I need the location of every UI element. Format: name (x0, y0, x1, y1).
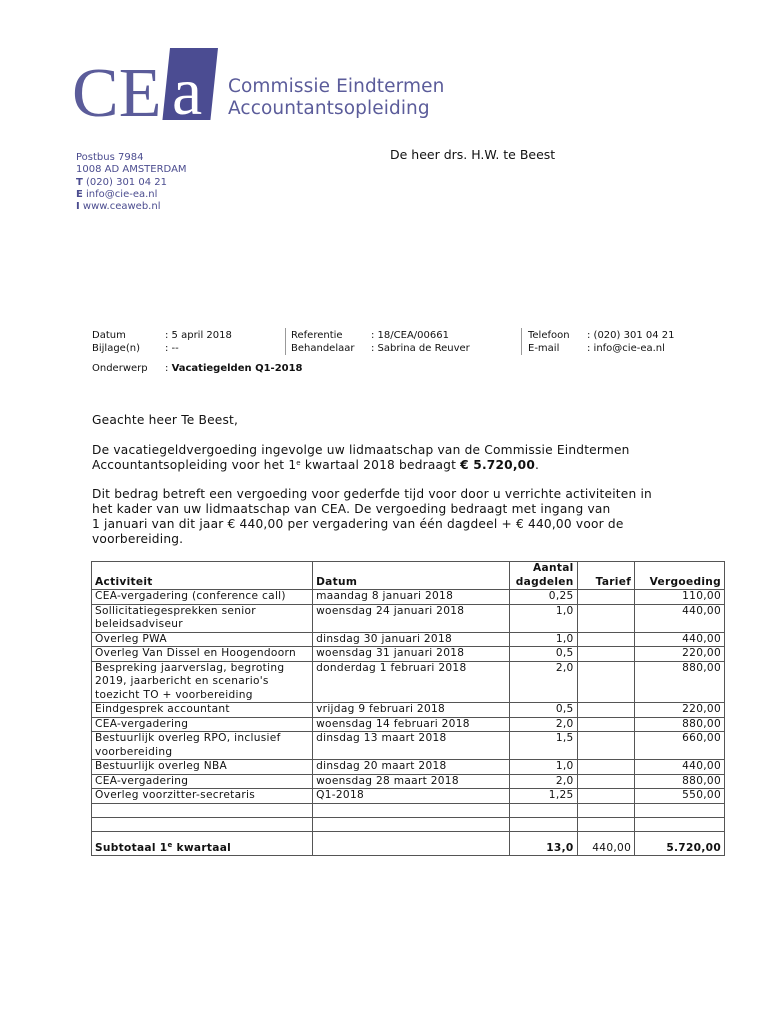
p1-text-c: kwartaal 2018 bedraagt (300, 458, 461, 472)
meta-divider-2 (521, 328, 522, 355)
p1-line-2 (92, 458, 630, 473)
onderwerp-label: Onderwerp (92, 363, 148, 374)
cell-vergoeding: 440,00 (635, 632, 725, 647)
cell-dagdelen: 2,0 (509, 774, 577, 789)
cell-datum: woensdag 14 februari 2018 (313, 717, 510, 732)
header-datum: Datum (313, 562, 510, 590)
email-meta-value[interactable]: : info@cie-ea.nl (587, 343, 665, 354)
phone-line (76, 177, 187, 189)
header-aantal (509, 562, 577, 590)
cell-tarief (577, 590, 635, 605)
datum-value: : 5 april 2018 (165, 330, 232, 341)
table-row (92, 647, 725, 662)
cell-tarief (577, 760, 635, 775)
cell-tarief (577, 632, 635, 647)
blank-cell (509, 817, 577, 831)
cell-vergoeding: 440,00 (635, 604, 725, 632)
cell-activiteit: Eindgesprek accountant (92, 703, 313, 718)
onderwerp (92, 362, 303, 375)
referentie-label: Referentie (291, 330, 343, 341)
svg-text:CE: CE (72, 55, 162, 128)
recipient: De heer drs. H.W. te Beest (390, 147, 556, 162)
cell-dagdelen: 0,25 (509, 590, 577, 605)
behandelaar-value: : Sabrina de Reuver (371, 343, 470, 354)
blank-cell (635, 803, 725, 817)
subtotal-vergoeding: 5.720,00 (635, 831, 725, 856)
bijlage-label: Bijlage(n) (92, 343, 140, 354)
cell-datum: woensdag 31 januari 2018 (313, 647, 510, 662)
p2-line-4: voorbereiding. (92, 532, 184, 546)
p2-line-2: het kader van uw lidmaatschap van CEA. De vergoeding bedraagt met ingang van (92, 502, 611, 516)
cea-logo (72, 48, 222, 128)
referentie-value: : 18/CEA/00661 (371, 330, 449, 341)
email-meta-label: E-mail (528, 343, 560, 354)
email-line (76, 189, 187, 201)
p2-line-3: 1 januari van dit jaar € 440,00 per vergadering van één dagdeel + € 440,00 voor de (92, 517, 624, 531)
telefoon-label: Telefoon (528, 330, 570, 341)
cell-vergoeding: 880,00 (635, 661, 725, 703)
onderwerp-colon: : (165, 363, 172, 374)
table-row (92, 604, 725, 632)
brand-line-2: Accountantsopleiding (228, 98, 430, 119)
table-row (92, 590, 725, 605)
cell-datum: dinsdag 13 maart 2018 (313, 732, 510, 760)
blank-cell (635, 817, 725, 831)
cea-logo-graphic (72, 48, 222, 128)
cell-datum: Q1-2018 (313, 789, 510, 804)
meta-divider-1 (285, 328, 286, 355)
blank-cell (92, 817, 313, 831)
phone-label: T (76, 176, 83, 188)
cell-vergoeding: 550,00 (635, 789, 725, 804)
bijlage-value: : -- (165, 343, 179, 354)
subtotal-row (92, 831, 725, 856)
table-header-row (92, 562, 725, 590)
cell-vergoeding: 220,00 (635, 703, 725, 718)
table-row (92, 760, 725, 775)
cell-dagdelen: 0,5 (509, 703, 577, 718)
telefoon-value: : (020) 301 04 21 (587, 330, 675, 341)
onderwerp-value: Vacatiegelden Q1-2018 (171, 363, 303, 374)
cell-vergoeding: 660,00 (635, 732, 725, 760)
cell-datum: maandag 8 januari 2018 (313, 590, 510, 605)
cell-dagdelen: 1,25 (509, 789, 577, 804)
cell-activiteit: Bestuurlijk overleg RPO, inclusief voorbereiding (92, 732, 313, 760)
cell-tarief (577, 732, 635, 760)
blank-cell (509, 803, 577, 817)
subtotal-label-sup: e (167, 840, 173, 849)
cell-activiteit: CEA-vergadering (92, 717, 313, 732)
subtotal-label-a: Subtotaal 1 (95, 841, 168, 854)
activities-table (91, 561, 725, 856)
meta-datum-block (92, 329, 232, 355)
table-row (92, 703, 725, 718)
sender-address (76, 152, 187, 213)
email-label: E (76, 188, 83, 200)
cell-datum: dinsdag 30 januari 2018 (313, 632, 510, 647)
header-tarief: Tarief (577, 562, 635, 590)
cell-dagdelen: 1,0 (509, 632, 577, 647)
table-blank-row (92, 803, 725, 817)
p1-end: . (535, 458, 540, 472)
cell-activiteit: Bespreking jaarverslag, begroting 2019, jaarbericht en scenario's toezicht TO + voorbereiding (92, 661, 313, 703)
cell-datum: dinsdag 20 maart 2018 (313, 760, 510, 775)
cell-datum: woensdag 24 januari 2018 (313, 604, 510, 632)
cell-datum: woensdag 28 maart 2018 (313, 774, 510, 789)
p1-line-1: De vacatiegeldvergoeding ingevolge uw lidmaatschap van de Commissie Eindtermen (92, 443, 630, 457)
meta-referentie-block (291, 329, 470, 355)
meta-contact-block (528, 329, 675, 355)
web-line (76, 201, 187, 213)
cell-tarief (577, 789, 635, 804)
header-aantal-1: Aantal (533, 562, 574, 574)
datum-label: Datum (92, 330, 126, 341)
brand-line-1: Commissie Eindtermen (228, 76, 445, 97)
cell-tarief (577, 604, 635, 632)
cell-activiteit: Overleg PWA (92, 632, 313, 647)
blank-cell (577, 817, 635, 831)
cell-vergoeding: 220,00 (635, 647, 725, 662)
header-vergoeding: Vergoeding (635, 562, 725, 590)
cell-vergoeding: 110,00 (635, 590, 725, 605)
email-value[interactable]: info@cie-ea.nl (86, 188, 158, 200)
salutation: Geachte heer Te Beest, (92, 413, 239, 427)
paragraph-1 (92, 443, 630, 473)
p1-text-b: Accountantsopleiding voor het 1 (92, 458, 297, 472)
subtotal-label (92, 831, 313, 856)
cell-tarief (577, 774, 635, 789)
blank-cell (313, 817, 510, 831)
cell-activiteit: CEA-vergadering (conference call) (92, 590, 313, 605)
table-row (92, 632, 725, 647)
cell-tarief (577, 703, 635, 718)
cell-dagdelen: 1,0 (509, 604, 577, 632)
cell-activiteit: Overleg voorzitter-secretaris (92, 789, 313, 804)
table-row (92, 717, 725, 732)
cell-datum: vrijdag 9 februari 2018 (313, 703, 510, 718)
cell-vergoeding: 880,00 (635, 717, 725, 732)
web-label: I (76, 201, 80, 213)
cell-activiteit: CEA-vergadering (92, 774, 313, 789)
table-blank-row (92, 817, 725, 831)
table-row (92, 732, 725, 760)
postbus: Postbus 7984 (76, 152, 144, 163)
subtotal-label-b: kwartaal (172, 841, 232, 854)
cell-dagdelen: 0,5 (509, 647, 577, 662)
cell-activiteit: Sollicitatiegesprekken senior beleidsadviseur (92, 604, 313, 632)
behandelaar-label: Behandelaar (291, 343, 355, 354)
cell-activiteit: Bestuurlijk overleg NBA (92, 760, 313, 775)
blank-cell (92, 803, 313, 817)
cell-vergoeding: 440,00 (635, 760, 725, 775)
blank-cell (313, 803, 510, 817)
header-activiteit: Activiteit (92, 562, 313, 590)
p1-amount: € 5.720,00 (460, 458, 536, 472)
subtotal-tarief: 440,00 (577, 831, 635, 856)
cell-dagdelen: 1,5 (509, 732, 577, 760)
cell-tarief (577, 661, 635, 703)
city: 1008 AD AMSTERDAM (76, 164, 187, 176)
subtotal-datum (313, 831, 510, 856)
cell-vergoeding: 880,00 (635, 774, 725, 789)
web-value[interactable]: www.ceaweb.nl (82, 201, 161, 213)
table-row (92, 789, 725, 804)
cell-dagdelen: 2,0 (509, 661, 577, 703)
table-row (92, 774, 725, 789)
p2-line-1: Dit bedrag betreft een vergoeding voor gederfde tijd voor door u verrichte activiteiten in (92, 487, 652, 501)
cell-dagdelen: 1,0 (509, 760, 577, 775)
phone-value: (020) 301 04 21 (86, 176, 167, 188)
header-aantal-2: dagdelen (515, 575, 574, 588)
p1-sup: e (296, 459, 301, 467)
blank-cell (577, 803, 635, 817)
brand-name (228, 76, 444, 120)
cell-tarief (577, 717, 635, 732)
svg-text:a: a (172, 53, 203, 128)
table-row (92, 661, 725, 703)
cell-dagdelen: 2,0 (509, 717, 577, 732)
cell-tarief (577, 647, 635, 662)
cell-datum: donderdag 1 februari 2018 (313, 661, 510, 703)
subtotal-dagdelen: 13,0 (509, 831, 577, 856)
cell-activiteit: Overleg Van Dissel en Hoogendoorn (92, 647, 313, 662)
paragraph-2 (92, 487, 652, 547)
